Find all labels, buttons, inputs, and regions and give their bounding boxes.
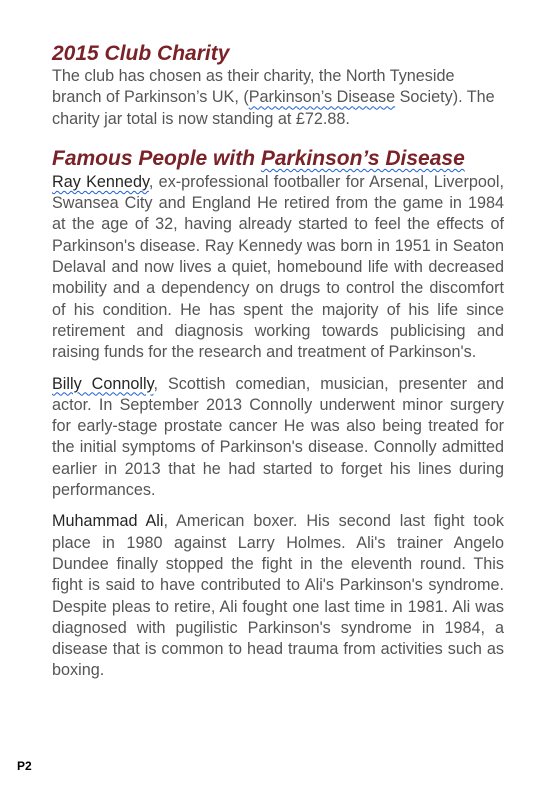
person-text: , American boxer. His second last fight took place in 1980 against Larry Holmes. Ali's trainer Angelo Dundee finally stopped the fight in the eleventh round. This fight is said to have contributed to Ali's Parkinson's syndrome. Despite pleas to retire, Ali fought one last time in 1981. Ali was diagnosed with pugilistic Parkinson's syndrome in 1984, a disease that is common to head trauma from activities such as boxing. <box>52 512 505 680</box>
famous-heading-prefix: Famous People with <box>52 146 261 170</box>
charity-text-end: Society). The charity jar total is now standing at £72.88. <box>52 88 495 128</box>
page-content <box>52 41 504 682</box>
person-text: , ex-professional footballer for Arsenal, Liverpool, Swansea City and England He retired from the game in 1984 at the age of 32, having already started to feel the effects of Parkinson's disease. Ray Kennedy was born in 1951 in Seaton Delaval and now lives a quiet, homebound life with decreased mobility and a dependency on drugs to control the discomfort of his condition. He has spent the majority of his life since retirement and diagnosis working towards publicising and raising funds for the research and treatment of Parkinson's. <box>52 172 504 362</box>
famous-section <box>52 146 504 682</box>
person-paragraph-muhammad-ali <box>52 511 504 681</box>
charity-section <box>52 41 504 130</box>
person-paragraph-billy-connolly <box>52 374 504 502</box>
famous-heading-highlight: Parkinson’s Disease <box>260 146 465 170</box>
person-name: Billy Connolly <box>52 374 154 393</box>
charity-paragraph <box>52 66 504 130</box>
charity-text-spellcheck-phrase: Parkinson’s Disease <box>248 88 396 107</box>
famous-heading <box>52 146 504 171</box>
person-name: Muhammad Ali <box>52 512 164 531</box>
person-name: Ray Kennedy <box>52 172 149 191</box>
person-paragraph-ray-kennedy <box>52 172 504 364</box>
person-text: , Scottish comedian, musician, presenter and actor. In September 2013 Connolly underwent minor surgery for early-stage prostate cancer He was also being treated for the initial symptoms of Parkinson's disease. Connolly admitted earlier in 2013 that he had started to forget his lines during performances. <box>52 374 504 500</box>
charity-heading: 2015 Club Charity <box>52 42 230 65</box>
charity-text-start: The club has chosen as their charity, the North Tyneside branch of Parkinson’s UK, ( <box>52 67 455 107</box>
page-number: P2 <box>17 759 32 773</box>
